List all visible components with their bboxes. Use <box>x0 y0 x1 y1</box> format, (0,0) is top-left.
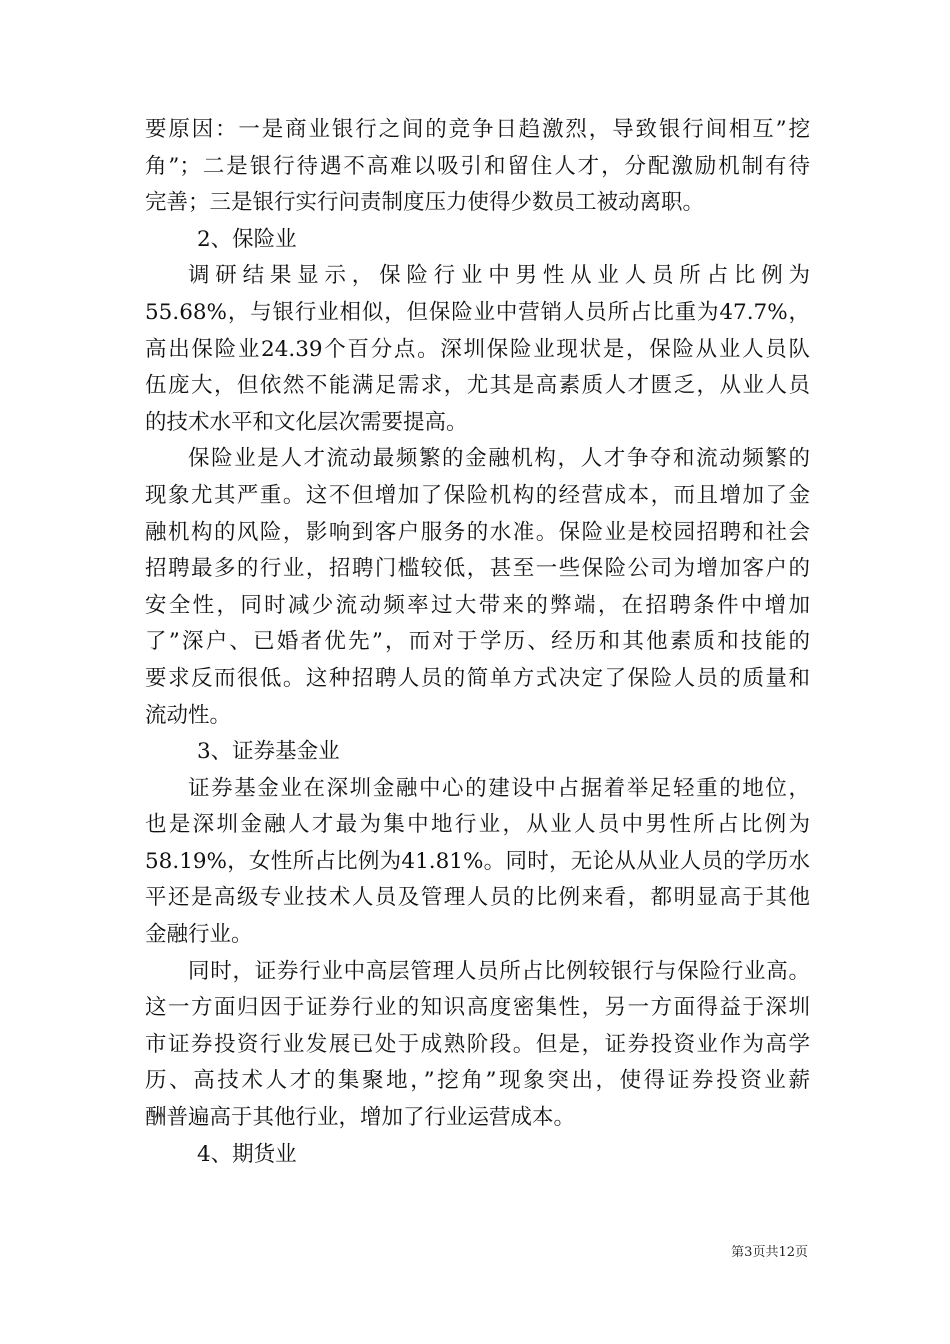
text-line: 同时，证券行业中高层管理人员所占比例较银行与保险行业高。 <box>188 958 810 984</box>
document-body <box>145 112 810 1173</box>
text-line: 证券基金业在深圳金融中心的建设中占据着举足轻重的地位， <box>188 775 810 801</box>
text-line: 酬普遍高于其他行业，增加了行业运营成本。 <box>145 1105 576 1131</box>
page-number: 第3页共12页 <box>731 1245 808 1260</box>
text-line: 完善；三是银行实行问责制度压力使得少数员工被动离职。 <box>145 190 705 216</box>
text-line: 安全性，同时减少流动频率过大带来的弊端，在招聘条件中增加 <box>145 592 810 618</box>
text-line: 这一方面归因于证券行业的知识高度密集性，另一方面得益于深圳 <box>145 995 810 1021</box>
text-line: 招聘最多的行业，招聘门槛较低，甚至一些保险公司为增加客户的 <box>145 556 810 582</box>
text-line: 角”；二是银行待遇不高难以吸引和留住人才，分配激励机制有待 <box>145 153 810 179</box>
text-line: 也是深圳金融人才最为集中地行业，从业人员中男性所占比例为 <box>145 812 810 838</box>
text-line: 保险业是人才流动最频繁的金融机构，人才争夺和流动频繁的 <box>188 446 810 472</box>
text-line: 现象尤其严重。这不但增加了保险机构的经营成本，而且增加了金 <box>145 482 810 508</box>
text-line: 调研结果显示，保险行业中男性从业人员所占比例为 <box>188 263 810 289</box>
section-heading: 4、期货业 <box>197 1141 297 1167</box>
text-line: 55.68%，与银行业相似，但保险业中营销人员所占比重为47.7%， <box>145 299 810 325</box>
text-line: 金融行业。 <box>145 922 253 948</box>
text-line: 流动性。 <box>145 702 232 728</box>
text-line: 伍庞大，但依然不能满足需求，尤其是高素质人才匮乏，从业人员 <box>145 373 810 399</box>
text-line: 历、高技术人才的集聚地，”挖角”现象突出，使得证券投资业薪 <box>145 1068 810 1094</box>
text-line: 要原因：一是商业银行之间的竞争日趋激烈，导致银行间相互”挖 <box>145 117 810 142</box>
text-line: 58.19%，女性所占比例为41.81%。同时，无论从从业人员的学历水 <box>145 848 810 874</box>
text-line: 平还是高级专业技术人员及管理人员的比例来看，都明显高于其他 <box>145 885 810 911</box>
text-line: 的技术水平和文化层次需要提高。 <box>145 409 468 435</box>
section-heading: 3、证券基金业 <box>197 739 340 765</box>
text-line: 了”深户、已婚者优先”，而对于学历、经历和其他素质和技能的 <box>145 629 810 655</box>
section-heading: 2、保险业 <box>197 226 297 252</box>
text-line: 高出保险业24.39个百分点。深圳保险业现状是，保险从业人员队 <box>145 336 810 362</box>
text-line: 市证券投资行业发展已处于成熟阶段。但是，证券投资业作为高学 <box>145 1031 810 1057</box>
text-line: 要求反而很低。这种招聘人员的简单方式决定了保险人员的质量和 <box>145 665 810 691</box>
text-line: 融机构的风险，影响到客户服务的水准。保险业是校园招聘和社会 <box>145 519 810 545</box>
